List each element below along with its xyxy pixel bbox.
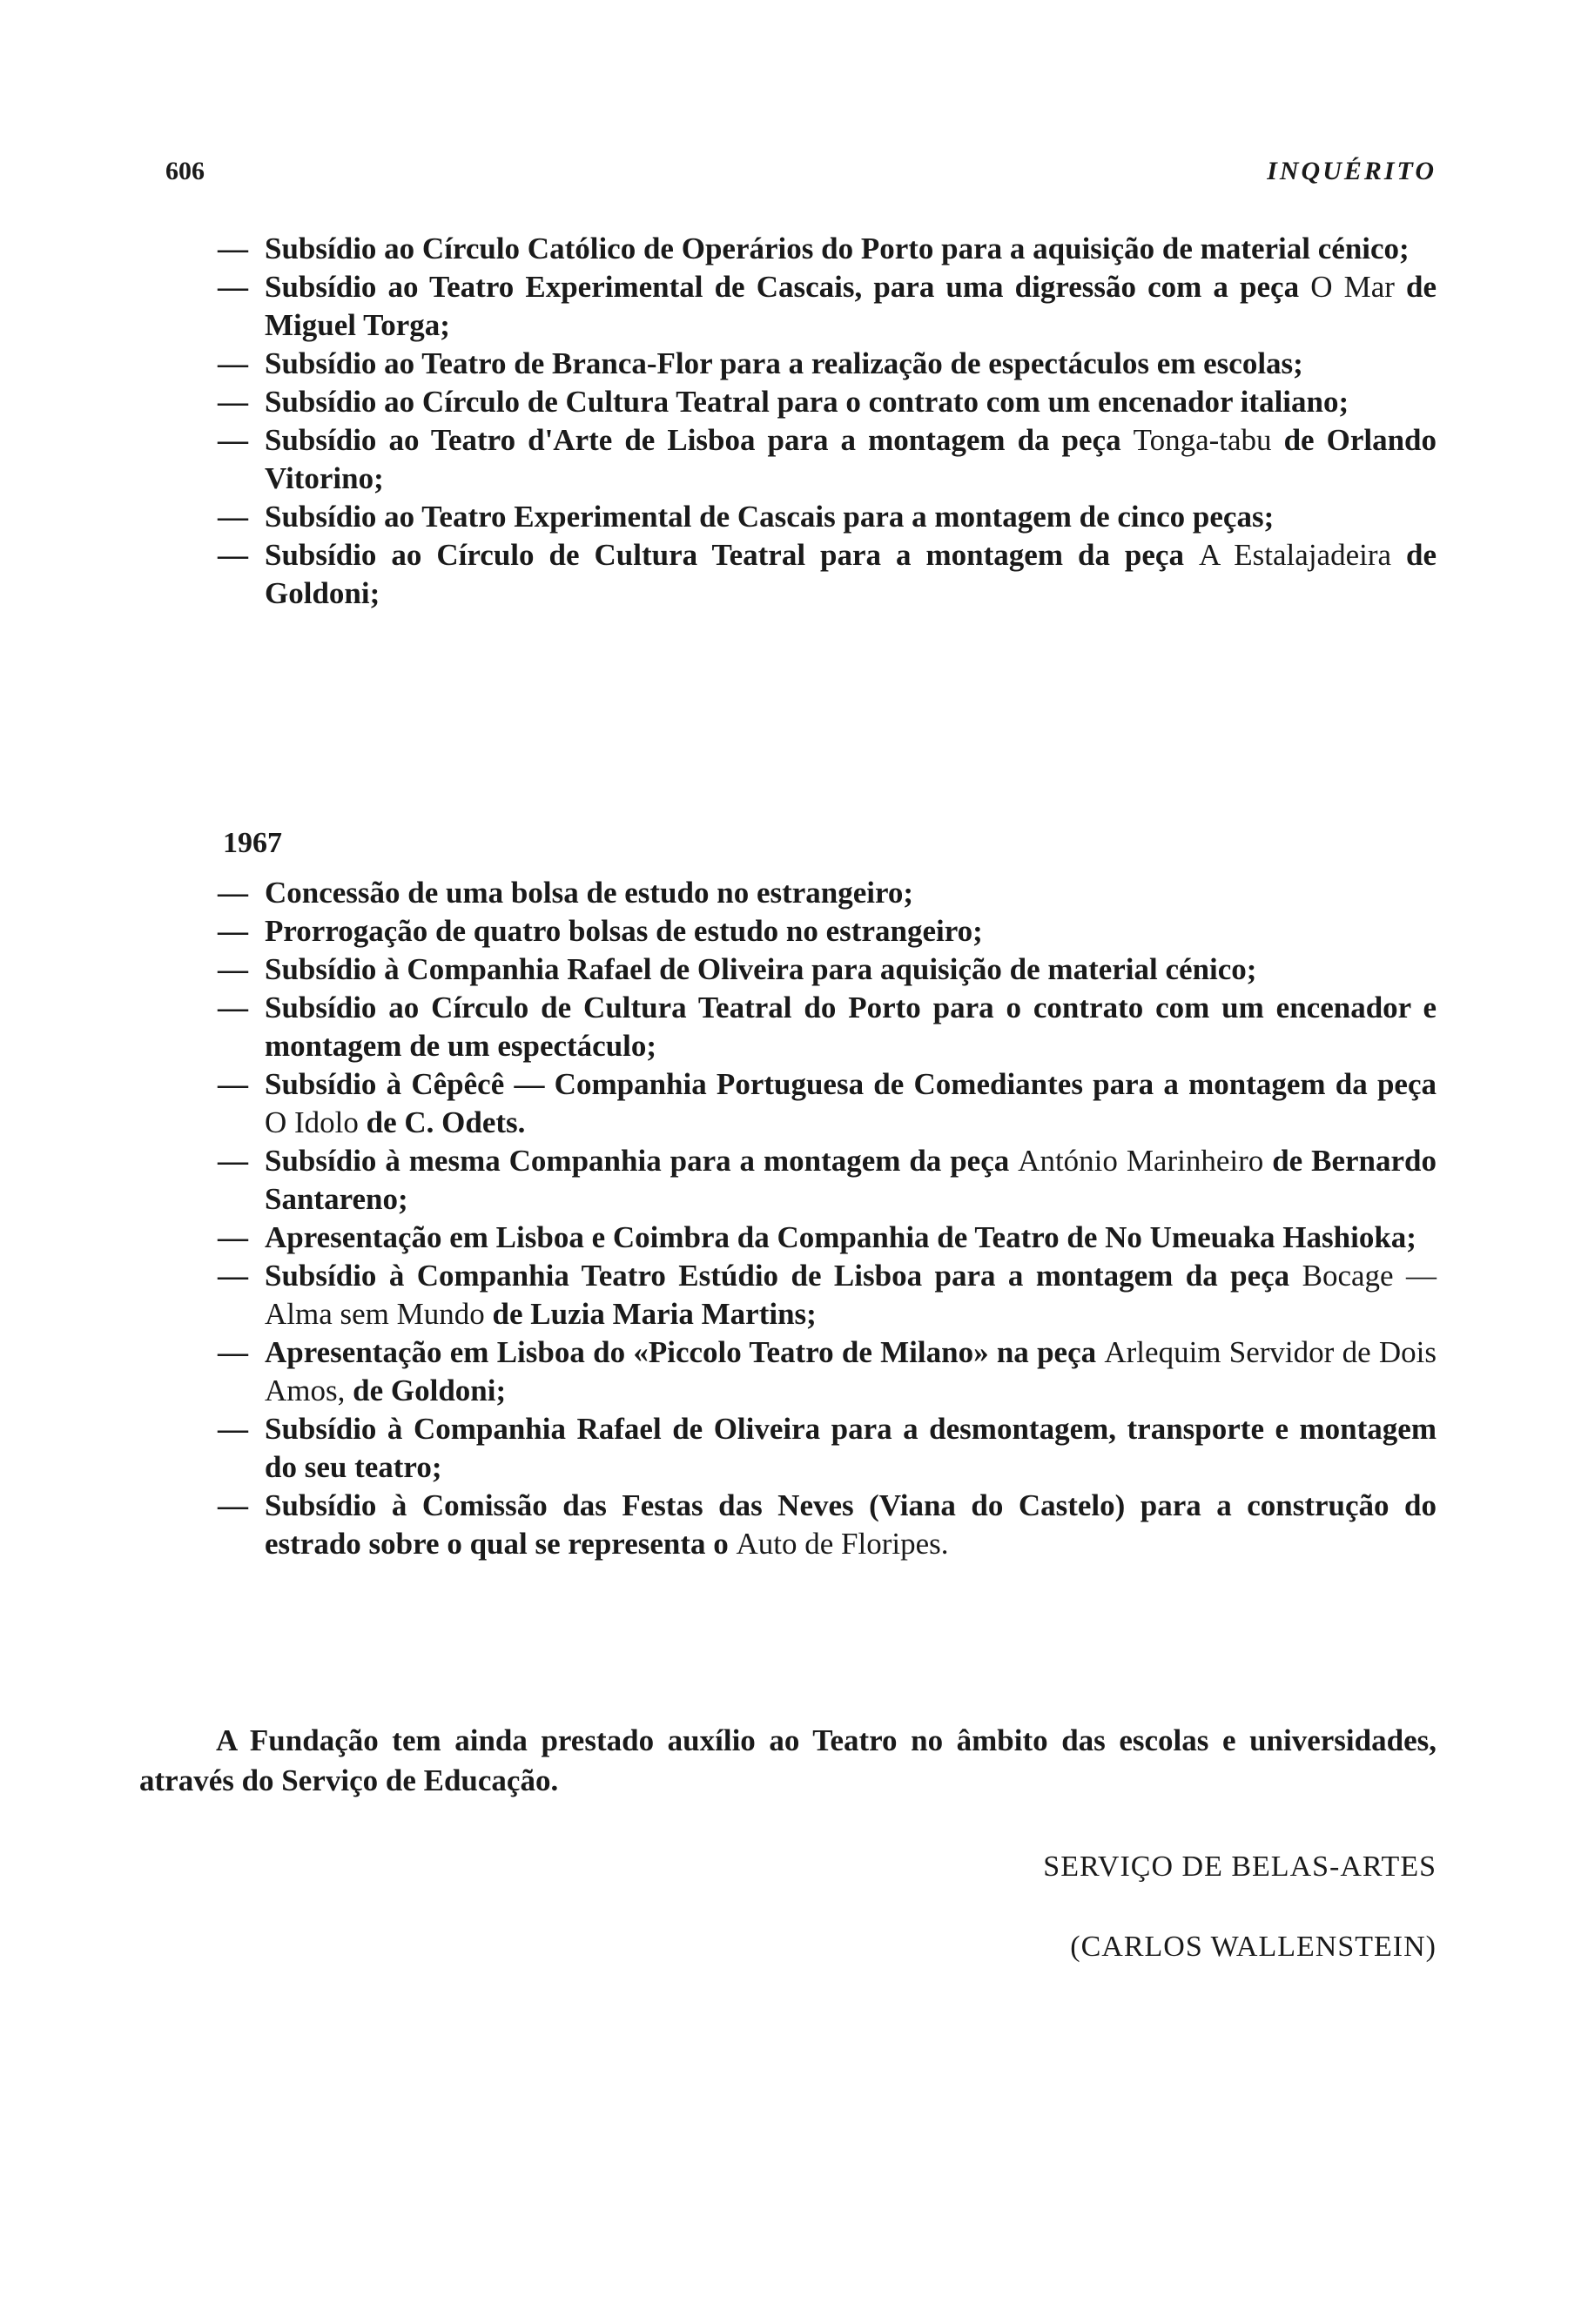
list-item [218,1333,1437,1410]
work-title: Auto de Floripes. [736,1527,949,1561]
dash-bullet: — [218,538,248,572]
item-text: Concessão de uma bolsa de estudo no estrangeiro; [265,876,914,910]
list-1967-items [218,874,1437,1563]
item-text: Prorrogação de quatro bolsas de estudo no estrangeiro; [265,914,983,948]
item-text-tail: de Goldoni; [353,1374,507,1407]
item-text: Subsídio à Cêpêcê — Companhia Portuguesa de Comediantes para a montagem da peça [265,1067,1437,1101]
item-text: Subsídio à Companhia Rafael de Oliveira para a desmontagem, transporte e montagem do seu teatro; [265,1412,1437,1484]
closing-paragraph: A Fundação tem ainda prestado auxílio ao Teatro no âmbito das escolas e universidades, através do Serviço de Educação. [139,1723,1437,1797]
list-2 [218,874,1437,1563]
list-item [218,1487,1437,1563]
dash-bullet: — [218,1220,248,1254]
list-item [218,1257,1437,1333]
dash-bullet: — [218,385,248,419]
item-text: Subsídio à mesma Companhia para a montagem da peça [265,1144,1010,1178]
item-text: Subsídio ao Círculo Católico de Operários do Porto para a aquisição de material cénico; [265,232,1410,265]
list-item [218,536,1437,613]
dash-bullet: — [218,991,248,1024]
item-text-tail: de Miguel Torga; [265,270,1437,342]
dash-bullet: — [218,876,248,910]
list-item [218,383,1437,421]
running-title: INQUÉRITO [1267,157,1437,185]
item-text-tail: de Luzia Maria Martins; [492,1297,817,1331]
list-item [218,1410,1437,1487]
item-text: Subsídio ao Teatro d'Arte de Lisboa para a montagem da peça [265,423,1121,457]
item-text: Subsídio à Companhia Rafael de Oliveira para aquisição de material cénico; [265,952,1257,986]
page-number: 606 [165,157,205,185]
work-title: Tonga-tabu [1133,423,1272,457]
list-item [218,498,1437,536]
item-text: Subsídio à Companhia Teatro Estúdio de Lisboa para a montagem da peça [265,1259,1290,1293]
item-text: Subsídio ao Teatro Experimental de Cascais para a montagem de cinco peças; [265,500,1275,534]
list-item [218,345,1437,383]
list-1965-items [218,230,1437,613]
dash-bullet: — [218,232,248,265]
work-title: Bocage — Alma sem Mundo [265,1259,1437,1331]
dash-bullet: — [218,914,248,948]
dash-bullet: — [218,1067,248,1101]
item-text: Apresentação em Lisboa e Coimbra da Companhia de Teatro de No Umeuaka Hashioka; [265,1220,1416,1254]
item-text-tail: de Orlando Vitorino; [265,423,1437,495]
list-item [218,950,1437,989]
item-text: Subsídio ao Círculo de Cultura Teatral para o contrato com um encenador italiano; [265,385,1349,419]
item-text: Subsídio à Comissão das Festas das Neves (Viana do Castelo) para a construção do estrado sobre o qual se representa o [265,1488,1437,1561]
work-title: O Mar [1310,270,1395,304]
list-item [218,874,1437,912]
dash-bullet: — [218,1412,248,1446]
item-text: Apresentação em Lisboa do «Piccolo Teatro de Milano» na peça [265,1335,1097,1369]
dash-bullet: — [218,270,248,304]
list-item [218,989,1437,1065]
dash-bullet: — [218,1259,248,1293]
list-item [218,912,1437,950]
work-title: Arlequim Servidor de Dois Amos, [265,1335,1437,1407]
item-text: Subsídio ao Círculo de Cultura Teatral do Porto para o contrato com um encenador e montagem de um espectáculo; [265,991,1437,1063]
year-heading: 1967 [223,827,282,859]
signature-name: (CARLOS WALLENSTEIN) [1070,1931,1437,1963]
item-text: Subsídio ao Teatro de Branca-Flor para a realização de espectáculos em escolas; [265,346,1303,380]
item-text: Subsídio ao Teatro Experimental de Cascais, para uma digressão com a peça [265,270,1300,304]
list-item [218,1065,1437,1142]
work-title: António Marinheiro [1018,1144,1264,1178]
list-item [218,268,1437,345]
list-item [218,230,1437,268]
work-title: A Estalajadeira [1198,538,1392,572]
running-header [165,157,1437,186]
dash-bullet: — [218,1335,248,1369]
dash-bullet: — [218,1488,248,1522]
dash-bullet: — [218,500,248,534]
list-item [218,1142,1437,1219]
work-title: O Idolo [265,1105,359,1139]
dash-bullet: — [218,346,248,380]
dash-bullet: — [218,952,248,986]
item-text: Subsídio ao Círculo de Cultura Teatral para a montagem da peça [265,538,1184,572]
list-item [218,1219,1437,1257]
list-item [218,421,1437,498]
item-text-tail: de Goldoni; [265,538,1437,610]
dash-bullet: — [218,423,248,457]
item-text-tail: de C. Odets. [366,1105,526,1139]
list-1 [218,230,1437,613]
item-text-tail: de Bernardo Santareno; [265,1144,1437,1216]
dash-bullet: — [218,1144,248,1178]
signature-department: SERVIÇO DE BELAS-ARTES [1043,1850,1437,1883]
